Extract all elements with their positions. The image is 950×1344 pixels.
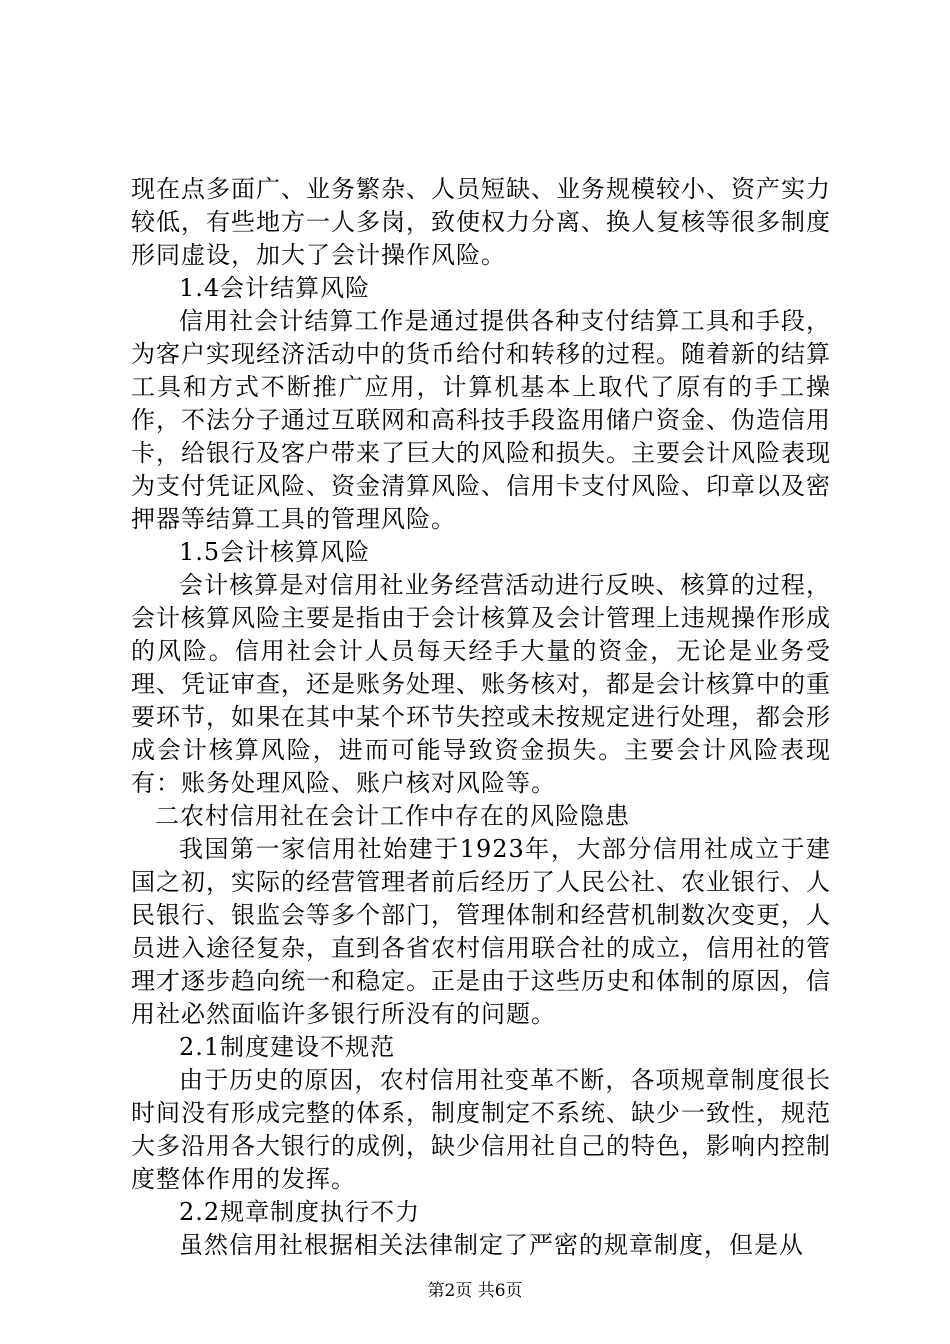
section-heading: 2.2规章制度执行不力	[179, 1198, 421, 1226]
document-body	[131, 173, 831, 1262]
section-heading: 1.5会计核算风险	[179, 538, 371, 566]
section-heading: 1.4会计结算风险	[179, 274, 371, 302]
paragraph: 虽然信用社根据相关法律制定了严密的规章制度，但是从	[179, 1231, 804, 1259]
chapter-heading: 二农村信用社在会计工作中存在的风险隐患	[155, 802, 630, 830]
page-footer	[0, 1280, 950, 1302]
paragraph: 我国第一家信用社始建于1923年，大部分信用社成立于建国之初，实际的经营管理者前后经历了人民公社、农业银行、人民银行、银监会等多个部门，管理体制和经营机制数次变更，人员进入途径复杂，直到各省农村信用联合社的成立，信用社的管理才逐步趋向统一和稳定。正是由于这些历史和体制的原因，信用社必然面临许多银行所没有的问题。	[131, 835, 831, 1028]
paragraph: 会计核算是对信用社业务经营活动进行反映、核算的过程，会计核算风险主要是指由于会计核算及会计管理上违规操作形成的风险。信用社会计人员每天经手大量的资金，无论是业务受理、凭证审查，还是账务处理、账务核对，都是会计核算中的重要环节，如果在其中某个环节失控或未按规定进行处理，都会形成会计核算风险，进而可能导致资金损失。主要会计风险表现有：账务处理风险、账户核对风险等。	[131, 571, 831, 797]
page-number: 第2页 共6页	[427, 1281, 523, 1301]
section-heading: 2.1制度建设不规范	[179, 1033, 396, 1061]
paragraph: 现在点多面广、业务繁杂、人员短缺、业务规模较小、资产实力较低，有些地方一人多岗，致使权力分离、换人复核等很多制度形同虚设，加大了会计操作风险。	[131, 175, 831, 269]
paragraph: 信用社会计结算工作是通过提供各种支付结算工具和手段，为客户实现经济活动中的货币给付和转移的过程。随着新的结算工具和方式不断推广应用，计算机基本上取代了原有的手工操作，不法分子通过互联网和高科技手段盗用储户资金、伪造信用卡，给银行及客户带来了巨大的风险和损失。主要会计风险表现为支付凭证风险、资金清算风险、信用卡支付风险、印章以及密押器等结算工具的管理风险。	[131, 307, 831, 533]
paragraph: 由于历史的原因，农村信用社变革不断，各项规章制度很长时间没有形成完整的体系，制度制定不系统、缺少一致性，规范大多沿用各大银行的成例，缺少信用社自己的特色，影响内控制度整体作用的发挥。	[131, 1066, 831, 1193]
